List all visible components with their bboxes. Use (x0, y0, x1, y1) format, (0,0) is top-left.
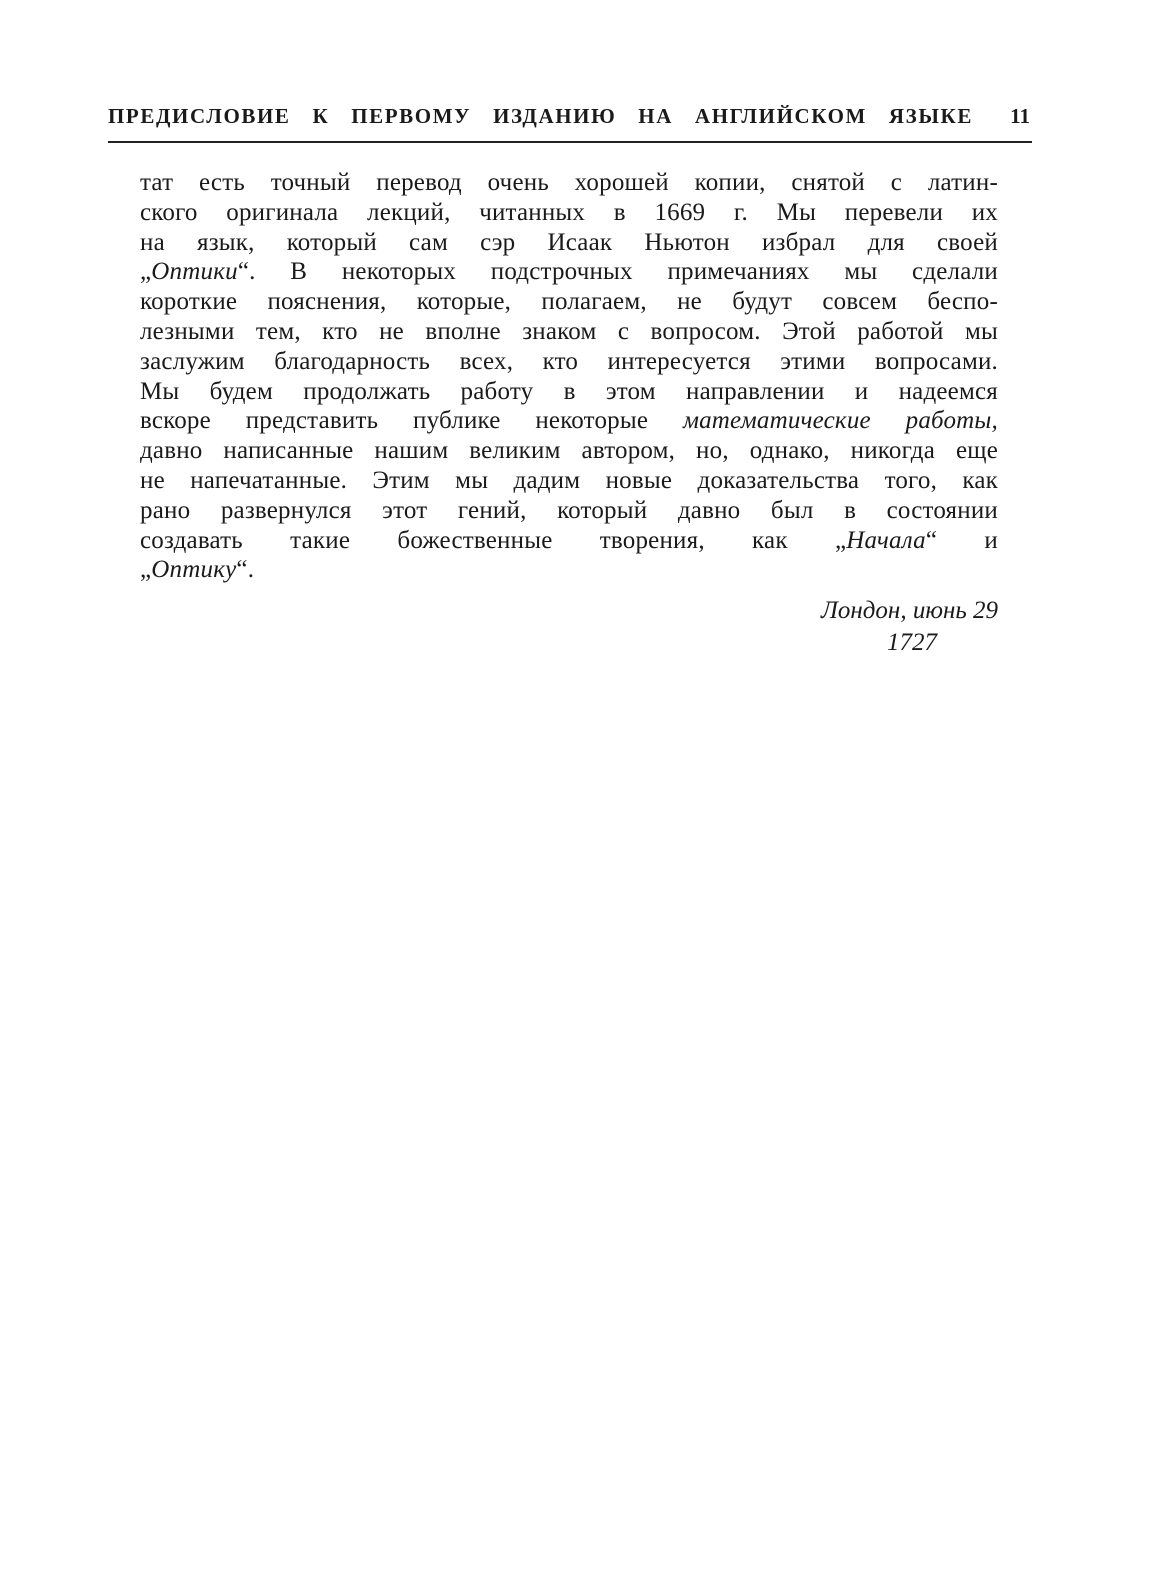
italic-title-optiki: Оптики (151, 258, 238, 286)
signature-year: 1727 (887, 629, 937, 656)
page-number: 11 (1010, 104, 1030, 128)
running-header-title: ПРЕДИСЛОВИЕ К ПЕРВОМУ ИЗДАНИЮ НА АНГЛИЙСКОМ ЯЗЫКЕ (108, 104, 973, 128)
text-line: „Оптику“. (140, 556, 255, 584)
text-line: „Оптики“. В некоторых подстрочных примечаниях мы сделали (140, 258, 998, 286)
body-paragraph (140, 168, 998, 585)
text-line: вскоре представить публике некоторые математические работы, (140, 407, 998, 435)
italic-title-nachala: Начала (846, 526, 926, 554)
text-line: рано развернулся этот гений, который давно был в состоянии (140, 496, 998, 524)
text-line: создавать такие божественные творения, как „Начала“ и (140, 526, 998, 554)
text-line: давно написанные нашим великим автором, но, однако, никогда еще (140, 437, 998, 465)
header-divider (108, 141, 1032, 143)
text-line: Мы будем продолжать работу в этом направлении и надеемся (140, 377, 998, 405)
text-line: не напечатанные. Этим мы дадим новые доказательства того, как (140, 466, 998, 494)
italic-title-optiku: Оптику (151, 556, 237, 584)
text-line: ского оригинала лекций, читанных в 1669 г. Мы перевели их (140, 198, 998, 226)
text-line: короткие пояснения, которые, полагаем, не будут совсем беспо- (140, 288, 998, 316)
text-line: на язык, который сам сэр Исаак Ньютон избрал для своей (140, 228, 998, 256)
running-header (108, 104, 1030, 134)
text-line: тат есть точный перевод очень хорошей копии, снятой с латин- (140, 169, 998, 196)
text-line: лезными тем, кто не вполне знаком с вопросом. Этой работой мы (140, 317, 998, 345)
italic-math-works: математические работы, (682, 407, 998, 435)
text-line: заслужим благодарность всех, кто интересуется этими вопросами. (140, 347, 998, 375)
signature-place-date: Лондон, июнь 29 (820, 597, 998, 624)
